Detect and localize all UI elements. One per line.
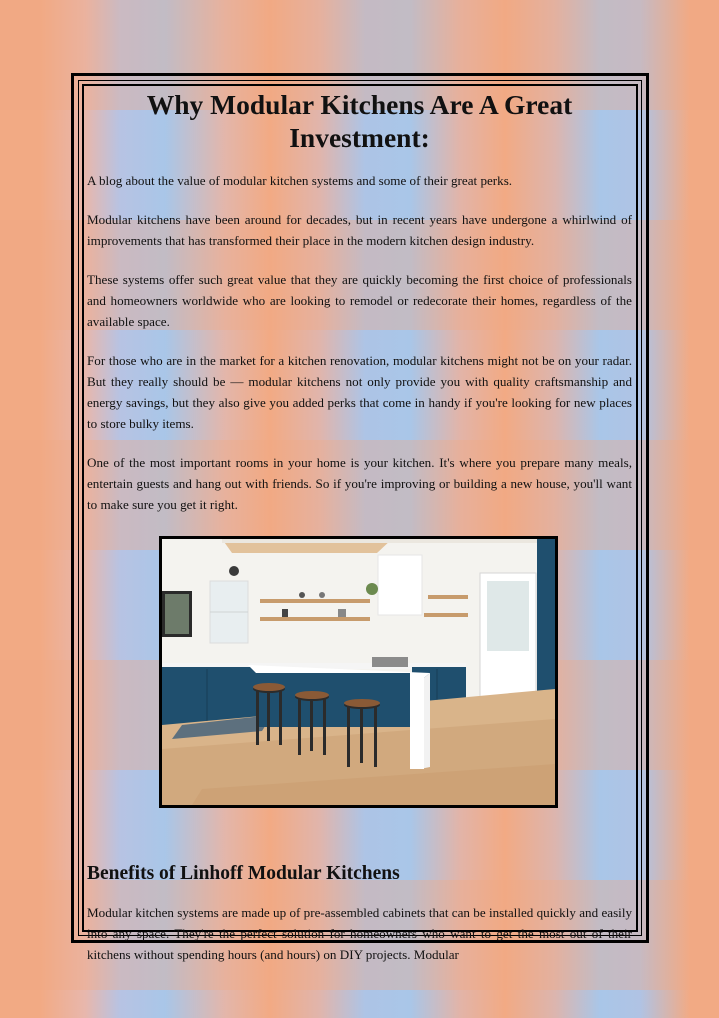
kitchen-photo — [159, 536, 558, 808]
section-heading: Benefits of Linhoff Modular Kitchens — [87, 863, 400, 884]
paragraph-3: For those who are in the market for a kitchen renovation, modular kitchens might not be on your radar. But they really should be — modular kitchens not only provide you with quality craftsmanship and energy savings, but they also give you added perks that come in handy if you're looking for new places to store bulky items. — [87, 353, 632, 431]
document-body — [87, 88, 632, 965]
paragraph-4: One of the most important rooms in your home is your kitchen. It's where you prepare many meals, entertain guests and hang out with friends. So if you're improving or building a new house, you'll want to make sure you get it right. — [87, 455, 632, 512]
paragraph-1: Modular kitchens have been around for decades, but in recent years have undergone a whirlwind of improvements that has transformed their place in the modern kitchen design industry. — [87, 212, 632, 248]
page-title: Why Modular Kitchens Are A Great Investment: — [146, 89, 573, 153]
intro-paragraph: A blog about the value of modular kitchen systems and some of their great perks. — [87, 173, 513, 188]
paragraph-2: These systems offer such great value that they are quickly becoming the first choice of professionals and homeowners worldwide who are looking to remodel or redecorate their homes, regardless of the available space. — [87, 272, 632, 329]
section-paragraph: Modular kitchen systems are made up of pre-assembled cabinets that can be installed quickly and easily into any space. They're the perfect solution for homeowners who want to get the most out of their kitchens without spending hours (and hours) on DIY projects. Modular — [87, 905, 632, 962]
